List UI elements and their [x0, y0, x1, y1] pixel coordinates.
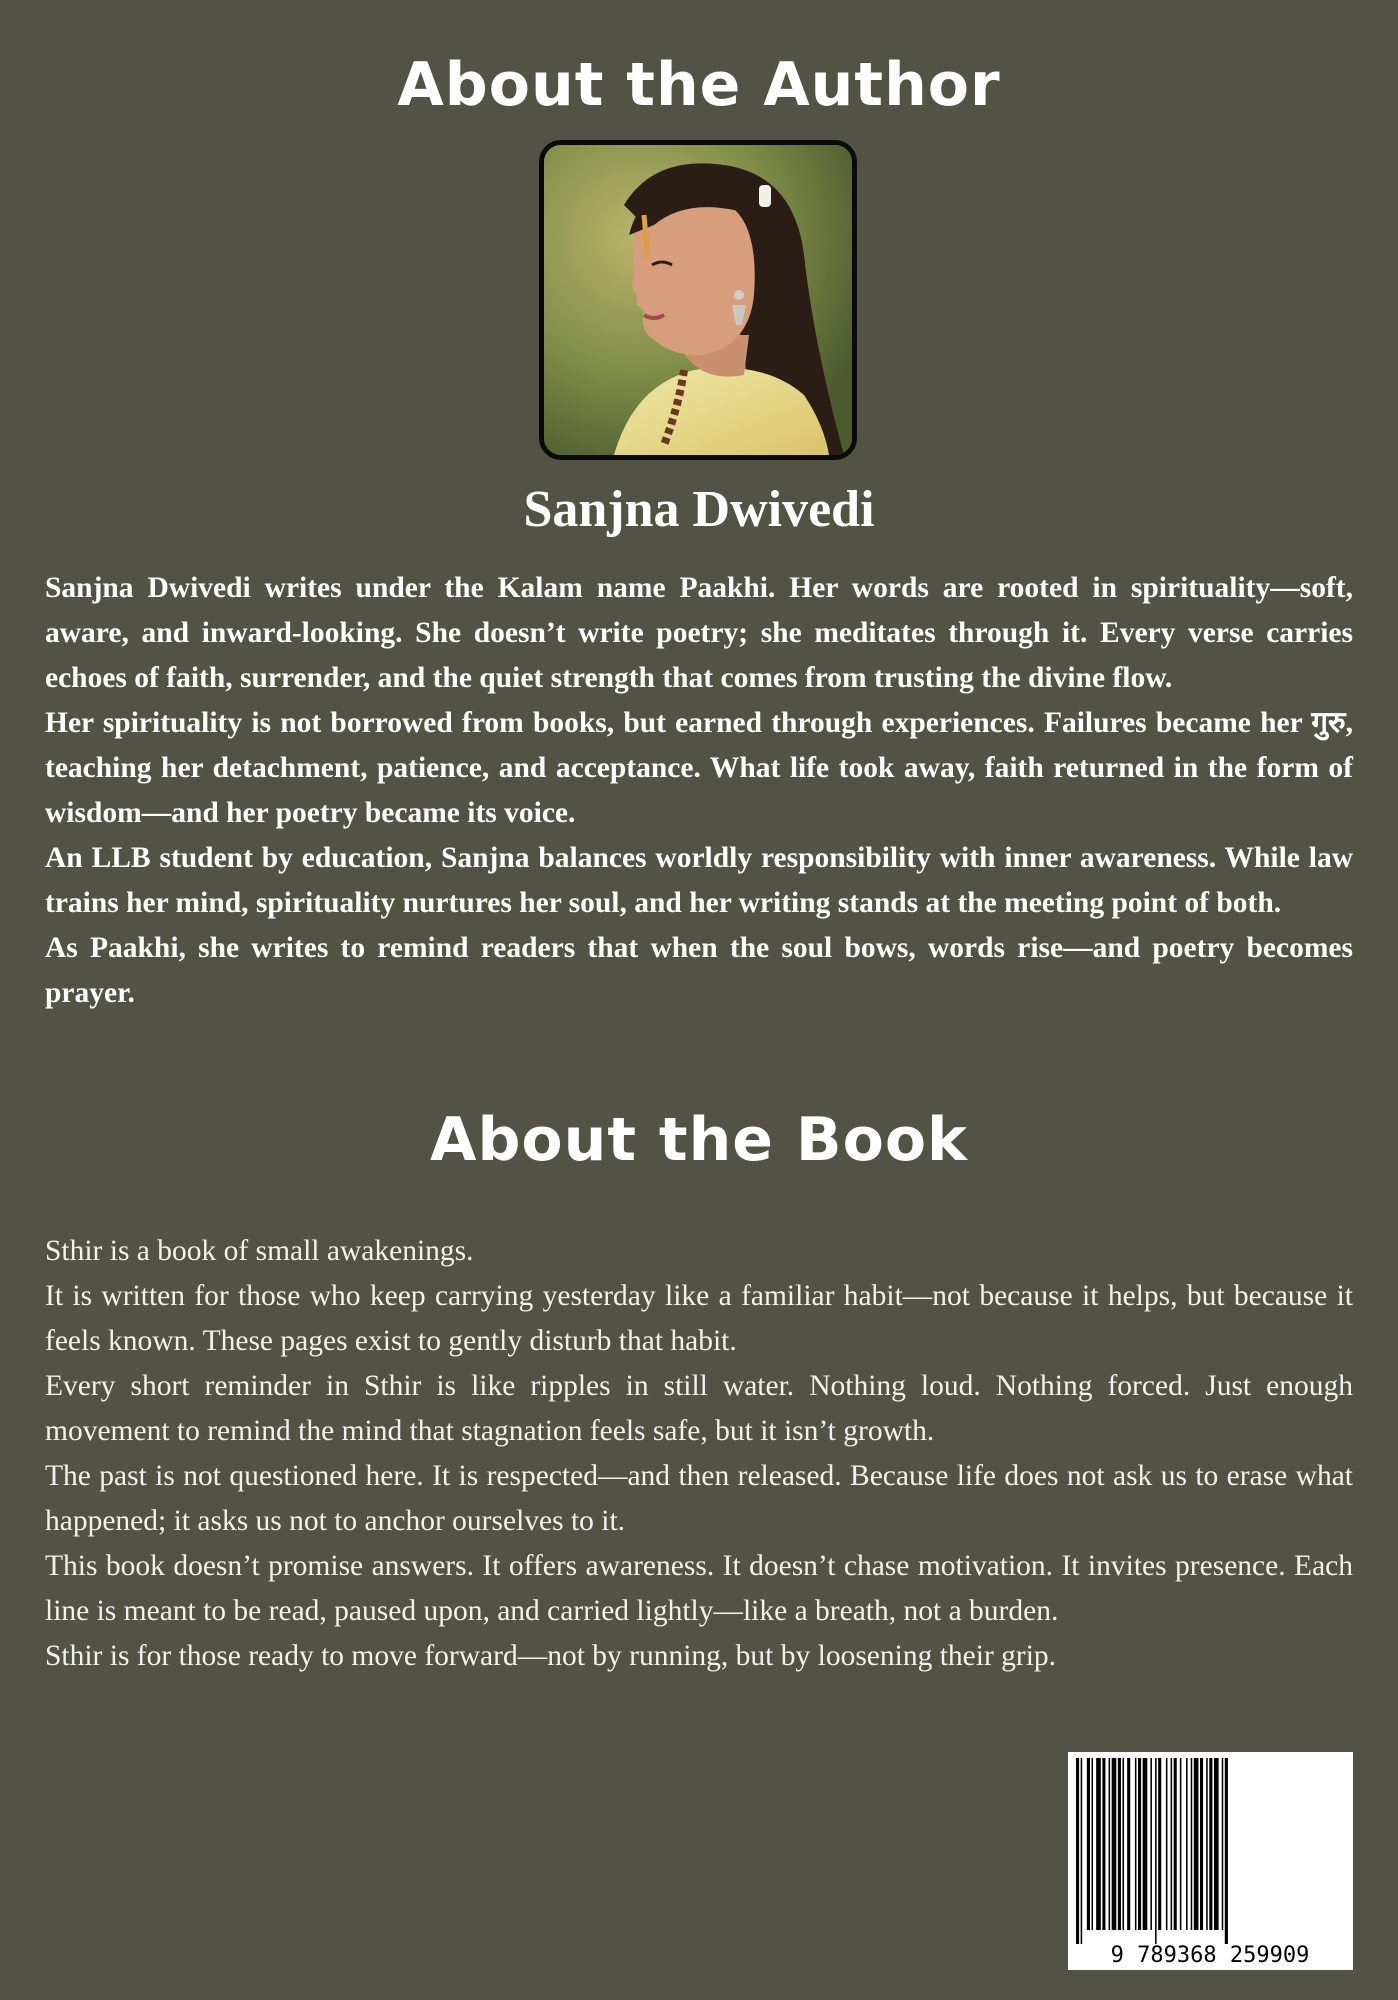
- barcode-bar: [1102, 1758, 1105, 1930]
- barcode-bar: [1180, 1758, 1182, 1930]
- description-paragraph: It is written for those who keep carrying yesterday like a familiar habit—not because it helps, but because it feels known. These pages exist to gently disturb that habit.: [45, 1280, 1353, 1357]
- barcode-bar: [1081, 1758, 1083, 1944]
- barcode-bar: [1143, 1758, 1148, 1930]
- description-paragraph: The past is not questioned here. It is respected—and then released. Because life does not ask us to erase what happened; it asks us not to anchor ourselves to it.: [45, 1460, 1353, 1537]
- book-description: [45, 1229, 1353, 1679]
- barcode-bar: [1191, 1758, 1193, 1930]
- description-paragraph: Sthir is a book of small awakenings.: [45, 1235, 474, 1267]
- isbn-barcode: [1068, 1752, 1353, 1970]
- barcode-bar: [1209, 1758, 1212, 1930]
- barcode-bar: [1222, 1758, 1224, 1930]
- bio-paragraph: As Paakhi, she writes to remind readers that when the soul bows, words rise—and poetry becomes prayer.: [45, 932, 1353, 1009]
- barcode-bar: [1112, 1758, 1117, 1930]
- barcode-bar: [1174, 1758, 1177, 1930]
- bio-paragraph: Her spirituality is not borrowed from books, but earned through experiences. Failures became her गुरु, teaching her detachment, patience, and acceptance. What life took away, faith returned in the form of wisdom—and her poetry became its voice.: [45, 707, 1353, 829]
- barcode-bar: [1150, 1758, 1152, 1930]
- barcode-bar: [1171, 1758, 1173, 1930]
- barcode-digits: 9 789368 259909: [1110, 1943, 1310, 1968]
- barcode-bar: [1225, 1758, 1228, 1944]
- barcode-bar: [1194, 1758, 1199, 1930]
- barcode-bar: [1087, 1758, 1090, 1930]
- barcode-bar: [1186, 1758, 1188, 1930]
- barcode-bar: [1109, 1758, 1111, 1930]
- barcode-bar: [1158, 1758, 1161, 1930]
- barcode-bar: [1200, 1758, 1203, 1930]
- barcode-bar: [1206, 1758, 1208, 1930]
- barcode-bar: [1166, 1758, 1168, 1930]
- description-paragraph: Every short reminder in Sthir is like ripples in still water. Nothing loud. Nothing forced. Just enough movement to remind the mind that stagnation feels safe, but it isn’t growth.: [45, 1370, 1353, 1447]
- bio-paragraph: An LLB student by education, Sanjna balances worldly responsibility with inner awareness. While law trains her mind, spirituality nurtures her soul, and her writing stands at the meeting point of both.: [45, 842, 1353, 919]
- barcode-bar: [1155, 1758, 1157, 1944]
- author-bio: [45, 566, 1353, 1016]
- author-photo: [539, 140, 857, 460]
- barcode-bar: [1127, 1758, 1130, 1930]
- description-paragraph: This book doesn’t promise answers. It offers awareness. It doesn’t chase motivation. It invites presence. Each line is meant to be read, paused upon, and carried lightly—like a breath, not a burden.: [45, 1550, 1353, 1627]
- barcode-bar: [1123, 1758, 1125, 1930]
- barcode-bar: [1118, 1758, 1121, 1930]
- barcode-bar: [1138, 1758, 1141, 1930]
- bio-paragraph: Sanjna Dwivedi writes under the Kalam name Paakhi. Her words are rooted in spirituality—soft, aware, and inward-looking. She doesn’t write poetry; she meditates through it. Every verse carries echoes of faith, surrender, and the quiet strength that comes from trusting the divine flow.: [45, 572, 1353, 694]
- barcode-bar: [1135, 1758, 1137, 1930]
- author-name: Sanjna Dwivedi: [523, 481, 875, 538]
- about-book-heading: About the Book: [430, 1105, 968, 1175]
- description-paragraph: Sthir is for those ready to move forward—not by running, but by loosening their grip.: [45, 1640, 1057, 1672]
- about-author-heading: About the Author: [397, 50, 1001, 120]
- barcode-bar: [1214, 1758, 1219, 1930]
- barcode-bar: [1096, 1758, 1101, 1930]
- barcode-bar: [1076, 1758, 1079, 1944]
- barcode-bar: [1092, 1758, 1094, 1930]
